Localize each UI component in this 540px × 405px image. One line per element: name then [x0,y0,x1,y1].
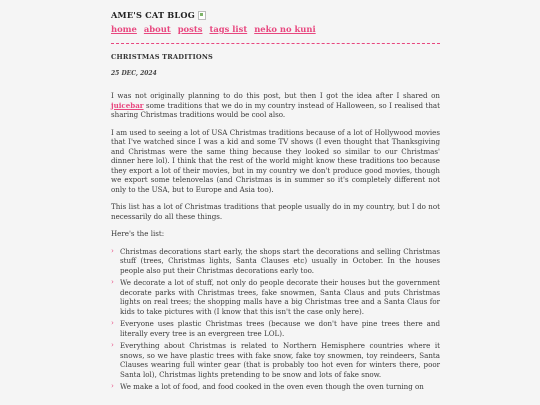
intro-text-before: I was not originally planning to do this post, but then I got the idea after I shared on [111,91,440,100]
post-intro-paragraph [111,91,440,120]
intro-text-after: some traditions that we do in my country instead of Halloween, so I realised that sharing Christmas traditions would be cool also. [111,100,440,119]
nav-link-posts[interactable]: posts [177,24,203,34]
post-paragraph: I am used to seeing a lot of USA Christmas traditions because of a lot of Hollywood movies that I've watched since I was a kid and some TV shows (I even thought that Thanksgiving and Christmas were the same thing because they looked so similar to our Christmas' dinner here lol). I think that the rest of the world might know these traditions too because they export a lot of their movies, but in my country we don't produce good movies, though we export some telenovelas (and Christmas is in summer so it's completely different not only to the USA, but to Europe and Asia too). [111,127,440,194]
list-item [111,341,440,379]
list-item-text: We make a lot of food, and food cooked in the oven even though the oven turning on [120,382,424,391]
list-item [111,247,440,276]
post-paragraph: This list has a lot of Christmas traditions that people usually do in my country, but I do not necessarily do all these things. [111,202,440,221]
traditions-list [111,247,440,392]
nav-link-about[interactable]: about [143,24,171,34]
header-divider [111,43,440,44]
nav-link-home[interactable]: home [111,24,137,34]
list-item-text: Everyone uses plastic Christmas trees (because we don't have pine trees there and literally every tree is an evergreen tree LOL). [120,319,440,338]
list-item [111,382,440,392]
list-item-text: We decorate a lot of stuff, not only do people decorate their houses but the government decorate parks with Christmas trees, fake snowmen, Santa Claus and puts Christmas lights on real trees; the shopping malls have a big Christmas tree and a Santa Claus for kids to take pictures with (I know that this isn't the case only here). [120,278,440,316]
blog-title [111,9,471,21]
bullet-arrow-icon: › [111,341,114,349]
juicebar-link[interactable]: juicebar [111,100,144,110]
list-item-text: Christmas decorations start early, the shops start the decorations and selling Christmas stuff (trees, Christmas lights, Santa Clauses etc) usually in October. In the houses people also put their Christmas decorations early too. [120,246,440,275]
list-intro: Here's the list: [111,229,165,238]
blog-title-text: AME'S CAT BLOG [111,10,195,20]
nav-link-neko-no-kuni[interactable]: neko no kuni [254,24,316,34]
post-date: 25 DEC, 2024 [111,70,157,77]
list-item [111,319,440,338]
post-article [111,53,440,395]
main-nav [111,24,471,34]
nav-link-tags-list[interactable]: tags list [209,24,248,34]
list-item [111,278,440,316]
bullet-arrow-icon: › [111,319,114,327]
bullet-arrow-icon: › [111,278,114,286]
bullet-arrow-icon: › [111,382,114,390]
broken-image-icon [198,11,206,20]
post-title: CHRISTMAS TRADITIONS [111,53,214,61]
bullet-arrow-icon: › [111,246,114,255]
list-item-text: Everything about Christmas is related to Northern Hemisphere countries where it snows, so we have plastic trees with fake snow, fake toy snowmen, toy reindeers, Santa Clauses wearing full winter gear (that is probably too hot even for winters there, poor Santa lol), Christmas lights pretending to be snow and lots of fake snow. [120,341,440,379]
blog-header [111,9,471,34]
